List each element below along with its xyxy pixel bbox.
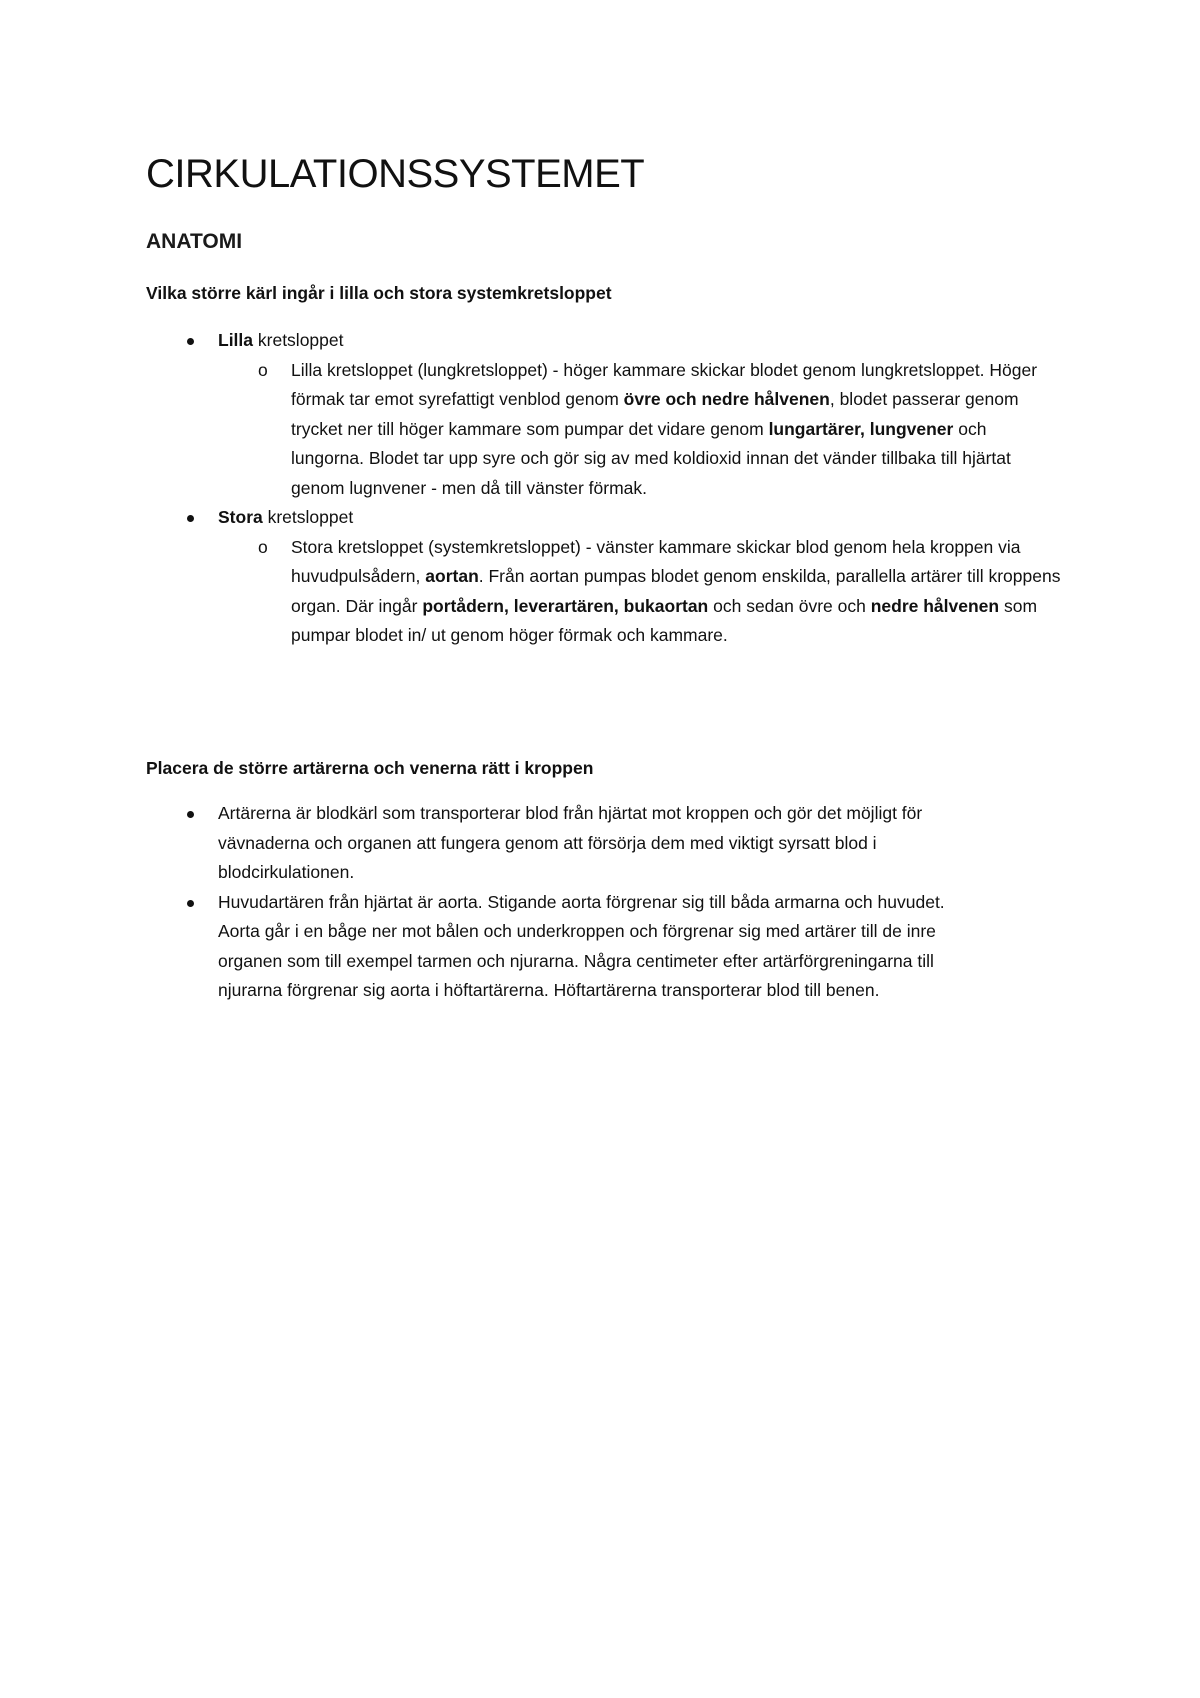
stora-text-3: och sedan övre och — [708, 595, 871, 616]
lilla-text-1: Lilla kretsloppet (lungkretsloppet) - höger kammare skickar blodet genom lungkretsloppet. Höger förmak tar emot syrefattigt venblod genom — [291, 359, 1038, 409]
stora-text-2: . Från aortan pumpas blodet genom enskilda, parallella artärer till kroppens organ. Där ingår — [291, 566, 1061, 616]
bullet-icon — [187, 900, 194, 907]
stora-bold-1: aortan — [425, 566, 479, 586]
bullet-icon — [187, 338, 194, 345]
sub-item-lilla — [146, 356, 1061, 504]
list-item-stora — [146, 503, 1061, 533]
lilla-label-bold: Lilla — [218, 330, 254, 350]
lilla-text-3: och lungorna. Blodet tar upp syre och gör sig av med koldioxid innan det vänder tillbaka till hjärtat genom lugnvener - men då till vänster förmak. — [291, 418, 1011, 498]
list-item-lilla — [146, 326, 1061, 356]
arteries-text: Artärerna är blodkärl som transporterar blod från hjärtat mot kroppen och gör det möjligt för vävnaderna och organen att fungera genom att försörja dem med viktigt syrsatt blod i blodcirkulationen. — [218, 803, 923, 882]
question-heading-2: Placera de större artärerna och venerna rätt i kroppen — [146, 758, 594, 778]
circulation-list — [146, 326, 1061, 651]
lilla-label-rest: kretsloppet — [253, 330, 344, 350]
lilla-bold-2: lungartärer, lungvener — [768, 418, 954, 439]
document-title: CIRKULATIONSSYSTEMET — [146, 152, 645, 196]
stora-text-1: Stora kretsloppet (systemkretsloppet) - vänster kammare skickar blod genom hela kroppen via huvudpulsådern, — [291, 536, 1021, 586]
sub-item-stora — [146, 533, 1061, 651]
sub-bullet-marker: o — [258, 359, 268, 380]
lilla-text-2: , blodet passerar genom trycket ner till höger kammare som pumpar det vidare genom — [291, 389, 1019, 439]
stora-bold-3: nedre hålvenen — [870, 595, 1000, 616]
question-heading-1: Vilka större kärl ingår i lilla och stora systemkretsloppet — [146, 283, 612, 303]
lilla-bold-1: övre och nedre hålvenen — [623, 389, 830, 409]
bullet-icon — [187, 811, 194, 818]
sub-bullet-marker: o — [258, 536, 268, 557]
stora-label-bold: Stora — [218, 507, 263, 527]
stora-bold-2: portådern, leverartären, bukaortan — [422, 595, 709, 616]
aorta-text: Huvudartären från hjärtat är aorta. Stigande aorta förgrenar sig till båda armarna och huvudet. Aorta går i en båge ner mot bålen och underkroppen och förgrenar sig med artärer till de inre organen som till exempel tarmen och njurarna. Några centimeter efter artärförgreningarna till njurarna förgrenar sig aorta i höftartärerna. Höftartärerna transporterar blod till benen. — [218, 891, 945, 1000]
list-item-arteries — [146, 799, 976, 888]
stora-label-rest: kretsloppet — [262, 507, 354, 527]
section-heading: ANATOMI — [146, 230, 243, 253]
arteries-list — [146, 799, 976, 1006]
bullet-icon — [187, 515, 194, 522]
stora-text-4: som pumpar blodet in/ ut genom höger förmak och kammare. — [291, 595, 1038, 645]
list-item-aorta — [146, 888, 976, 1006]
